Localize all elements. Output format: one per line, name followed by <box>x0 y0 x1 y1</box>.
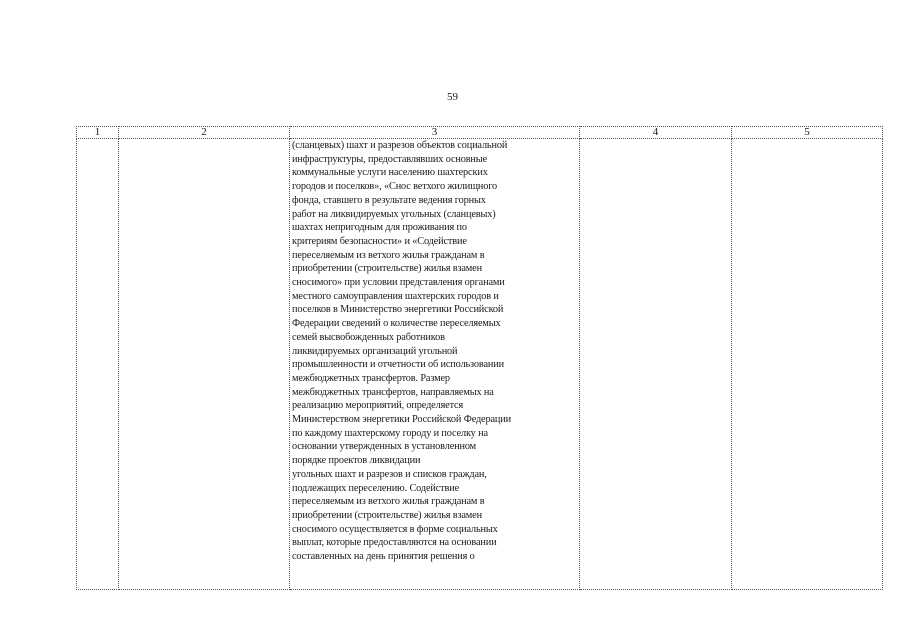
text-line: порядке проектов ликвидации <box>292 455 421 467</box>
text-line: приобретении (строительстве) жилья взамен <box>292 263 482 275</box>
text-line: ликвидируемых организаций угольной <box>292 345 458 357</box>
text-line: переселяемым из ветхого жилья гражданам в <box>292 496 485 508</box>
cell-col-5 <box>732 139 883 590</box>
text-line: работ на ликвидируемых угольных (сланцевых) <box>292 208 496 220</box>
text-line: основании утвержденных в установленном <box>292 441 477 453</box>
column-header-5: 5 <box>732 127 883 139</box>
text-line: Федерации сведений о количестве переселяемых <box>292 318 501 330</box>
text-line: местного самоуправления шахтерских городов и <box>292 290 499 302</box>
column-header-2: 2 <box>119 127 290 139</box>
text-line: по каждому шахтерскому городу и поселку на <box>292 427 488 439</box>
text-line: выплат, которые предоставляются на основании <box>292 537 497 549</box>
cell-text-block <box>290 139 579 564</box>
text-line: промышленности и отчетности об использовании <box>292 359 504 371</box>
cell-col-1 <box>77 139 119 590</box>
text-line: (сланцевых) шахт и разрезов объектов социальной <box>292 140 508 151</box>
cell-col-3 <box>290 139 580 590</box>
text-line: шахтах непригодным для проживания по <box>292 222 467 234</box>
text-line: составленных на день принятия решения о <box>292 551 475 563</box>
text-line: реализацию мероприятий, определяется <box>292 400 464 412</box>
text-line: приобретении (строительстве) жилья взамен <box>292 509 482 521</box>
cell-col-2 <box>119 139 290 590</box>
document-table <box>76 126 883 590</box>
column-header-1: 1 <box>77 127 119 139</box>
text-line: угольных шахт и разрезов и списков граждан, <box>292 468 487 480</box>
table-header-row <box>77 127 883 139</box>
text-line: переселяемым из ветхого жилья гражданам в <box>292 249 485 261</box>
text-line: семей высвобожденных работников <box>292 331 445 343</box>
text-line: сносимого осуществляется в форме социальных <box>292 523 498 535</box>
table-row <box>77 139 883 590</box>
text-line: межбюджетных трансфертов. Размер <box>292 372 450 384</box>
cell-col-4 <box>580 139 732 590</box>
text-line: фонда, ставшего в результате ведения горных <box>292 194 486 206</box>
text-line: критериям безопасности» и «Содействие <box>292 235 467 247</box>
text-line: подлежащих переселению. Содействие <box>292 482 460 494</box>
column-header-4: 4 <box>580 127 732 139</box>
text-line: сносимого» при условии представления органами <box>292 277 505 289</box>
text-line: поселков в Министерство энергетики Российской <box>292 304 504 316</box>
text-line: межбюджетных трансфертов, направляемых на <box>292 386 494 398</box>
text-line: инфраструктуры, предоставлявших основные <box>292 153 487 165</box>
text-line: городов и поселков», «Снос ветхого жилищного <box>292 181 498 193</box>
page-number: 59 <box>447 91 458 103</box>
text-line: коммунальные услуги населению шахтерских <box>292 167 488 179</box>
text-line: Министерством энергетики Российской Федерации <box>292 414 511 426</box>
column-header-3: 3 <box>290 127 580 139</box>
